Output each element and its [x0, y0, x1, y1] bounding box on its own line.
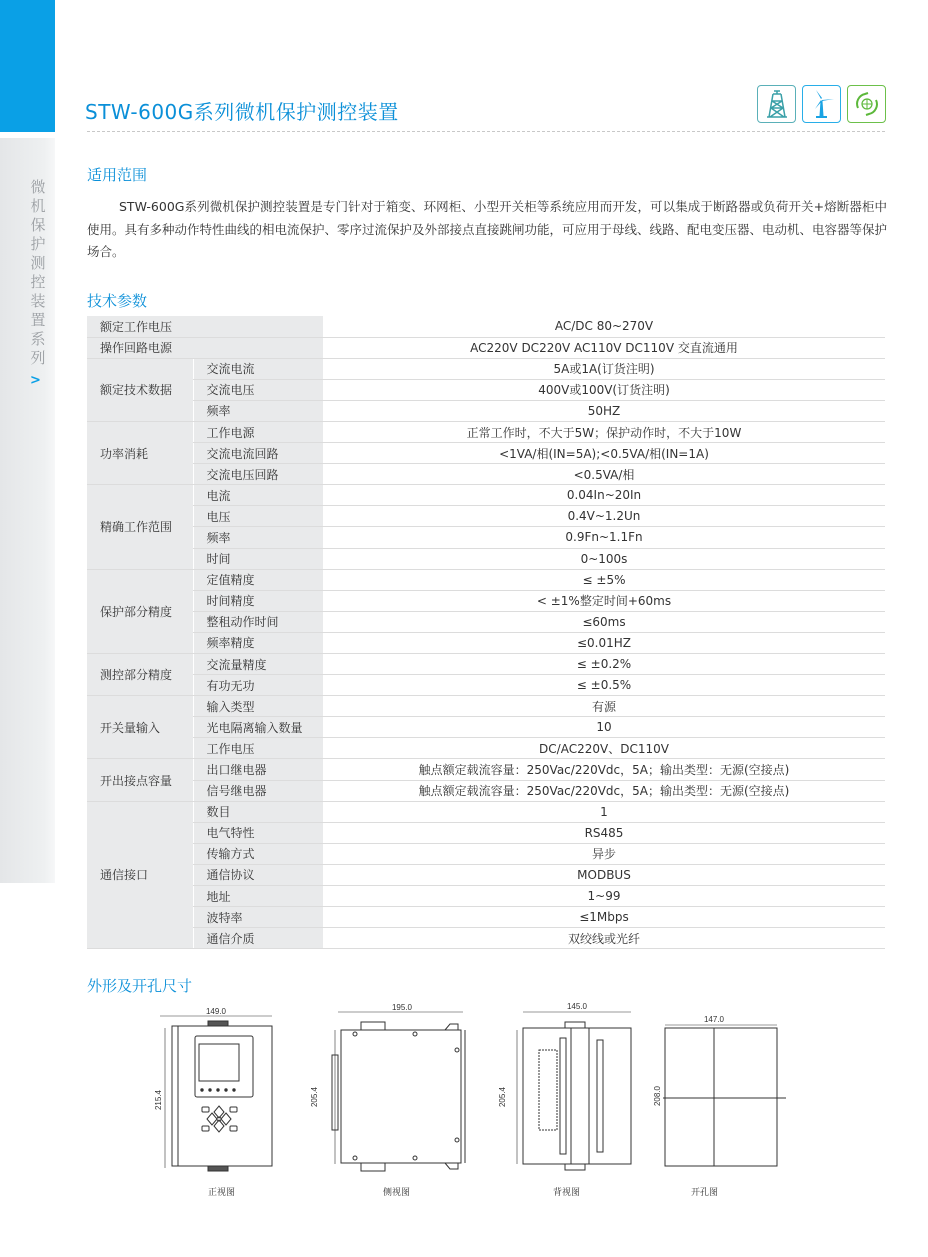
side-height-dim: 205.4: [310, 1086, 319, 1108]
sidebar-series-label: 微机保护测控装置系列: [30, 178, 46, 367]
spec-label: 操作回路电源: [87, 337, 323, 358]
spec-value: DC/AC220V、DC110V: [323, 738, 885, 759]
table-row: [87, 527, 885, 548]
side-view-drawing: [305, 1000, 475, 1180]
table-row: [87, 675, 885, 696]
spec-param: 地址: [193, 886, 323, 907]
table-row: [87, 611, 885, 632]
spec-value: 5A或1A(订货注明): [323, 358, 885, 379]
spec-group-label: 额定技术数据: [87, 358, 193, 421]
spec-value: 有源: [323, 696, 885, 717]
spec-value: 触点额定载流容量：250Vac/220Vdc，5A；输出类型：无源(空接点): [323, 759, 885, 780]
specs-heading: 技术参数: [87, 292, 148, 310]
spec-param: 输入类型: [193, 696, 323, 717]
table-row: [87, 337, 885, 358]
cutout-drawing: [650, 1000, 790, 1180]
spec-value: ≤0.01HZ: [323, 632, 885, 653]
spec-value: <0.5VA/相: [323, 464, 885, 485]
scope-heading: 适用范围: [87, 166, 148, 184]
spec-param: 通信介质: [193, 928, 323, 949]
spec-group-label: 开出接点容量: [87, 759, 193, 801]
side-width-dim: 195.0: [391, 1003, 413, 1012]
spec-param: 传输方式: [193, 843, 323, 864]
spec-label: 额定工作电压: [87, 316, 323, 337]
side-view-caption: 侧视图: [383, 1188, 411, 1198]
spec-param: 有功无功: [193, 675, 323, 696]
spec-param: 通信协议: [193, 864, 323, 885]
front-view-caption: 正视图: [208, 1188, 236, 1198]
spec-param: 交流量精度: [193, 654, 323, 675]
table-row: [87, 569, 885, 590]
spec-param: 定值精度: [193, 569, 323, 590]
spec-value: 0.04In~20In: [323, 485, 885, 506]
spec-value: 双绞线或光纤: [323, 928, 885, 949]
title-divider: [87, 131, 885, 132]
spec-param: 光电隔离输入数量: [193, 717, 323, 738]
spec-value: 正常工作时，不大于5W；保护动作时，不大于10W: [323, 421, 885, 442]
brand-color-block: [0, 0, 55, 132]
back-view-drawing: [485, 1000, 645, 1180]
table-row: [87, 822, 885, 843]
spec-group-label: 开关量输入: [87, 696, 193, 759]
spec-param: 出口继电器: [193, 759, 323, 780]
oil-derrick-icon: [757, 85, 796, 123]
table-row: [87, 485, 885, 506]
table-row: [87, 421, 885, 442]
spec-value: ≤60ms: [323, 611, 885, 632]
table-row: [87, 759, 885, 780]
table-row: [87, 379, 885, 400]
spec-param: 整租动作时间: [193, 611, 323, 632]
spec-value: 异步: [323, 843, 885, 864]
page-title: STW-600G系列微机保护测控装置: [85, 100, 399, 124]
sidebar-arrow-link[interactable]: >: [30, 373, 41, 388]
spec-value: 1: [323, 801, 885, 822]
table-row: [87, 358, 885, 379]
spec-param: 交流电流回路: [193, 443, 323, 464]
spec-value: 50HZ: [323, 400, 885, 421]
spec-param: 频率: [193, 400, 323, 421]
spec-param: 频率精度: [193, 632, 323, 653]
spec-group-label: 保护部分精度: [87, 569, 193, 653]
spec-param: 数目: [193, 801, 323, 822]
spec-group-label: 测控部分精度: [87, 654, 193, 696]
table-row: [87, 886, 885, 907]
table-row: [87, 654, 885, 675]
dimensions-heading: 外形及开孔尺寸: [87, 977, 193, 995]
front-height-dim: 215.4: [154, 1089, 163, 1111]
table-row: [87, 400, 885, 421]
spec-value: 10: [323, 717, 885, 738]
globe-recycle-icon: [847, 85, 886, 123]
spec-param: 工作电源: [193, 421, 323, 442]
spec-value: 0~100s: [323, 548, 885, 569]
spec-param: 交流电压回路: [193, 464, 323, 485]
front-width-dim: 149.0: [205, 1007, 227, 1016]
spec-value: 0.9Fn~1.1Fn: [323, 527, 885, 548]
spec-param: 电气特性: [193, 822, 323, 843]
table-row: [87, 801, 885, 822]
spec-value: <1VA/相(IN=5A);<0.5VA/相(IN=1A): [323, 443, 885, 464]
table-row: [87, 632, 885, 653]
spec-value: ≤1Mbps: [323, 907, 885, 928]
spec-value: ≤ ±5%: [323, 569, 885, 590]
cutout-height-dim: 208.0: [653, 1085, 662, 1107]
spec-param: 工作电压: [193, 738, 323, 759]
spec-value: 触点额定载流容量：250Vac/220Vdc，5A；输出类型：无源(空接点): [323, 780, 885, 801]
table-row: [87, 843, 885, 864]
cutout-caption: 开孔图: [691, 1188, 719, 1198]
spec-value: MODBUS: [323, 864, 885, 885]
category-icons: [757, 85, 886, 123]
spec-value: AC/DC 80~270V: [323, 316, 885, 337]
spec-param: 交流电流: [193, 358, 323, 379]
table-row: [87, 696, 885, 717]
back-width-dim: 145.0: [566, 1002, 588, 1011]
spec-param: 频率: [193, 527, 323, 548]
spec-group-label: 精确工作范围: [87, 485, 193, 569]
spec-param: 波特率: [193, 907, 323, 928]
table-row: [87, 316, 885, 337]
spec-param: 时间精度: [193, 590, 323, 611]
spec-value: 400V或100V(订货注明): [323, 379, 885, 400]
spec-value: < ±1%整定时间+60ms: [323, 590, 885, 611]
table-row: [87, 738, 885, 759]
back-height-dim: 205.4: [498, 1086, 507, 1108]
back-view-caption: 背视图: [553, 1188, 581, 1198]
table-row: [87, 928, 885, 949]
spec-param: 电流: [193, 485, 323, 506]
spec-param: 信号继电器: [193, 780, 323, 801]
specs-table: [87, 316, 885, 949]
table-row: [87, 548, 885, 569]
table-row: [87, 464, 885, 485]
front-view-drawing: [150, 1000, 280, 1180]
cutout-width-dim: 147.0: [703, 1015, 725, 1024]
spec-value: ≤ ±0.5%: [323, 675, 885, 696]
table-row: [87, 506, 885, 527]
spec-param: 时间: [193, 548, 323, 569]
spec-value: ≤ ±0.2%: [323, 654, 885, 675]
spec-value: 1~99: [323, 886, 885, 907]
scope-paragraph: STW-600G系列微机保护测控装置是专门针对于箱变、环网柜、小型开关柜等系统应用而开发，可以集成于断路器或负荷开关+熔断器柜中使用。具有多种动作特性曲线的相电流保护、零序过流保护及外部接点直接跳闸功能，可应用于母线、线路、配电变压器、电动机、电容器等保护场合。: [87, 199, 888, 259]
table-row: [87, 907, 885, 928]
spec-param: 交流电压: [193, 379, 323, 400]
spec-group-label: 功率消耗: [87, 421, 193, 484]
spec-value: RS485: [323, 822, 885, 843]
spec-param: 电压: [193, 506, 323, 527]
table-row: [87, 443, 885, 464]
table-row: [87, 717, 885, 738]
spec-group-label: 通信接口: [87, 801, 193, 949]
table-row: [87, 780, 885, 801]
spec-value: AC220V DC220V AC110V DC110V 交直流通用: [323, 337, 885, 358]
spec-value: 0.4V~1.2Un: [323, 506, 885, 527]
wind-turbine-icon: [802, 85, 841, 123]
table-row: [87, 864, 885, 885]
table-row: [87, 590, 885, 611]
